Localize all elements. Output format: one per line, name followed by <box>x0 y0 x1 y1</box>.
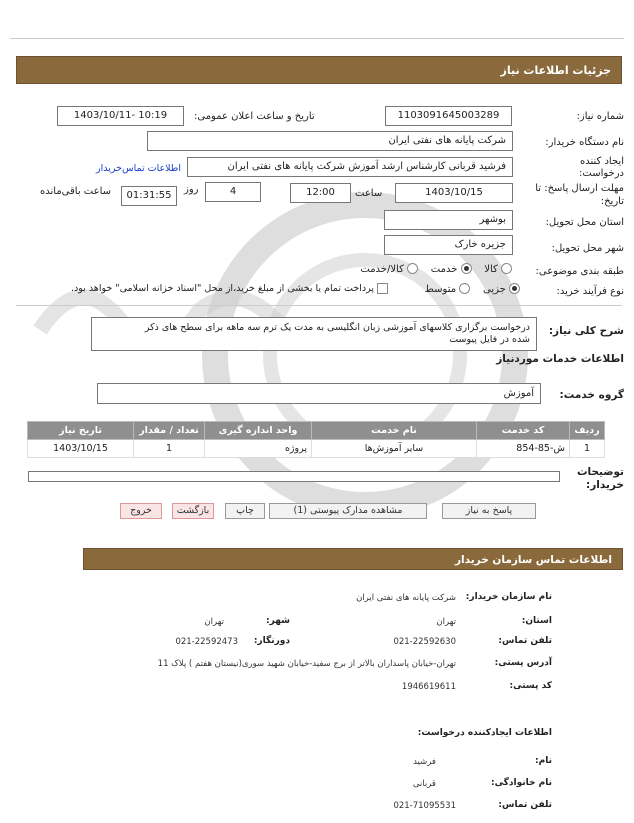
services-table <box>27 421 605 458</box>
days-label: روز <box>184 184 199 195</box>
creator-field: فرشید قربانی کارشناس ارشد آموزش شرکت پایانه های نفتی ایران <box>187 157 513 177</box>
creator-family-label: نام خانوادگی: <box>490 778 552 788</box>
col-name: نام خدمت <box>312 422 477 440</box>
buyer-notes-label-1: توضیحات <box>576 466 624 478</box>
page-title: جزئیات اطلاعات نیاز <box>500 64 611 77</box>
contact-fax-label: دورنگار: <box>253 636 290 646</box>
services-table-wrapper <box>27 421 605 458</box>
creator-name-label: نام: <box>535 756 552 766</box>
province-label: استان محل تحویل: <box>545 217 624 228</box>
deadline-date-field: 1403/10/15 <box>395 183 513 203</box>
contact-province-label: استان: <box>521 616 552 626</box>
reply-button[interactable]: پاسخ به نیاز <box>442 503 536 519</box>
contact-postal-value: 1946619611 <box>401 682 456 692</box>
cell-date: 1403/10/15 <box>28 440 134 458</box>
announce-label: تاریخ و ساعت اعلان عمومی: <box>194 111 315 122</box>
need-number-field: 1103091645003289 <box>385 106 512 126</box>
process-option-medium[interactable]: متوسط <box>425 284 471 295</box>
summary-label: شرح کلی نیاز: <box>548 325 624 337</box>
contact-address-value: تهران-خیابان پاسداران بالاتر از برج سفید-خیابان شهید سوری(نیستان هفتم ) پلاک 11 <box>157 659 456 669</box>
contact-buyer-link[interactable]: اطلاعات تماس‌خریدار <box>96 163 181 174</box>
service-group-field: آموزش <box>97 383 541 404</box>
col-unit: واحد اندازه گیری <box>205 422 312 440</box>
cell-code: ش-85-854 <box>477 440 570 458</box>
cell-unit: پروژه <box>205 440 312 458</box>
exit-button[interactable]: خروج <box>120 503 162 519</box>
summary-line-1: درخواست برگزاری کلاسهای آموزشی زبان انگلیسی به مدت یک ترم سه ماهه برای سطح های ذکر <box>144 322 530 333</box>
services-section-title: اطلاعات خدمات موردنیاز <box>496 353 624 365</box>
deadline-label-2: تاریخ: <box>600 196 624 207</box>
radio-minor-icon <box>509 283 520 294</box>
summary-box <box>91 317 537 351</box>
table-row <box>28 440 605 458</box>
creator-info-title: اطلاعات ایجادکننده درخواست: <box>417 728 552 738</box>
deadline-label-1: مهلت ارسال پاسخ: تا <box>535 183 624 194</box>
contact-section-title: اطلاعات تماس سازمان خریدار <box>455 554 612 566</box>
process-option-minor[interactable]: جزیی <box>483 284 520 295</box>
remaining-time-field: 01:31:55 <box>121 186 177 206</box>
buyer-notes-field <box>28 471 560 482</box>
category-option-goods-service[interactable]: کالا/خدمت <box>360 264 418 275</box>
creator-family-value: قربانی <box>412 779 436 789</box>
remaining-time-label: ساعت باقی‌مانده <box>40 186 112 197</box>
deadline-time-field: 12:00 <box>290 183 351 203</box>
creator-phone-label: تلفن تماس: <box>498 800 552 810</box>
contact-address-label: آدرس پستی: <box>494 658 552 668</box>
contact-org-value: شرکت پایانه های نفتی ایران <box>356 593 456 603</box>
creator-name-value: فرشید <box>413 757 436 767</box>
cell-qty: 1 <box>134 440 205 458</box>
contact-city-label: شهر: <box>266 616 290 626</box>
creator-phone-value: 021-71095531 <box>393 801 456 811</box>
need-number-label: شماره نیاز: <box>576 111 624 122</box>
services-table-header <box>28 422 605 440</box>
col-code: کد خدمت <box>477 422 570 440</box>
category-options <box>330 263 512 275</box>
category-label: طبقه بندی موضوعی: <box>535 266 624 277</box>
city-label: شهر محل تحویل: <box>551 243 624 254</box>
col-qty: تعداد / مقدار <box>134 422 205 440</box>
announce-field: 1403/10/11- 10:19 <box>57 106 184 126</box>
col-index: ردیف <box>570 422 605 440</box>
buyer-org-label: نام دستگاه خریدار: <box>545 137 624 148</box>
service-group-label: گروه خدمت: <box>559 389 624 401</box>
contact-phone-label: تلفن تماس: <box>498 636 552 646</box>
cell-name: سایر آموزش‌ها <box>312 440 477 458</box>
days-field: 4 <box>205 182 261 202</box>
summary-line-2: شده در فایل پیوست <box>449 334 530 345</box>
process-label: نوع فرآیند خرید: <box>556 286 624 297</box>
payment-note: پرداخت تمام یا بخشی از مبلغ خرید،از محل "اسناد خزانه اسلامی" خواهد بود. <box>50 283 388 294</box>
contact-header-bar <box>83 548 623 570</box>
contact-province-value: تهران <box>436 617 456 627</box>
process-options <box>390 283 520 295</box>
top-divider <box>10 38 624 39</box>
section-divider <box>16 305 622 306</box>
cell-index: 1 <box>570 440 605 458</box>
contact-org-label: نام سازمان خریدار: <box>465 592 552 602</box>
radio-goods-icon <box>501 263 512 274</box>
contact-city-value: تهران <box>204 617 224 627</box>
radio-goods-service-icon <box>407 263 418 274</box>
attachments-button[interactable]: مشاهده مدارک پیوستی (1) <box>269 503 427 519</box>
back-button[interactable]: بازگشت <box>172 503 214 519</box>
contact-phone-value: 021-22592630 <box>393 637 456 647</box>
col-date: تاریخ نیاز <box>28 422 134 440</box>
city-field: جزیره خارک <box>384 235 513 255</box>
time-label: ساعت <box>355 188 383 199</box>
contact-postal-label: کد پستی: <box>509 681 552 691</box>
province-field: بوشهر <box>384 210 513 230</box>
creator-label-1: ایجاد کننده <box>580 156 624 167</box>
category-option-goods[interactable]: کالا <box>484 264 512 275</box>
details-header-bar <box>16 56 622 84</box>
radio-medium-icon <box>459 283 470 294</box>
buyer-org-field: شرکت پایانه های نفتی ایران <box>147 131 513 151</box>
radio-service-icon <box>461 263 472 274</box>
buyer-notes-label-2: خریدار: <box>586 479 624 491</box>
watermark-script-icon <box>20 250 320 370</box>
payment-checkbox-icon[interactable] <box>377 283 388 294</box>
creator-label-2: درخواست: <box>579 168 624 179</box>
category-option-service[interactable]: خدمت <box>431 264 472 275</box>
print-button[interactable]: چاپ <box>225 503 265 519</box>
contact-fax-value: 021-22592473 <box>175 637 238 647</box>
